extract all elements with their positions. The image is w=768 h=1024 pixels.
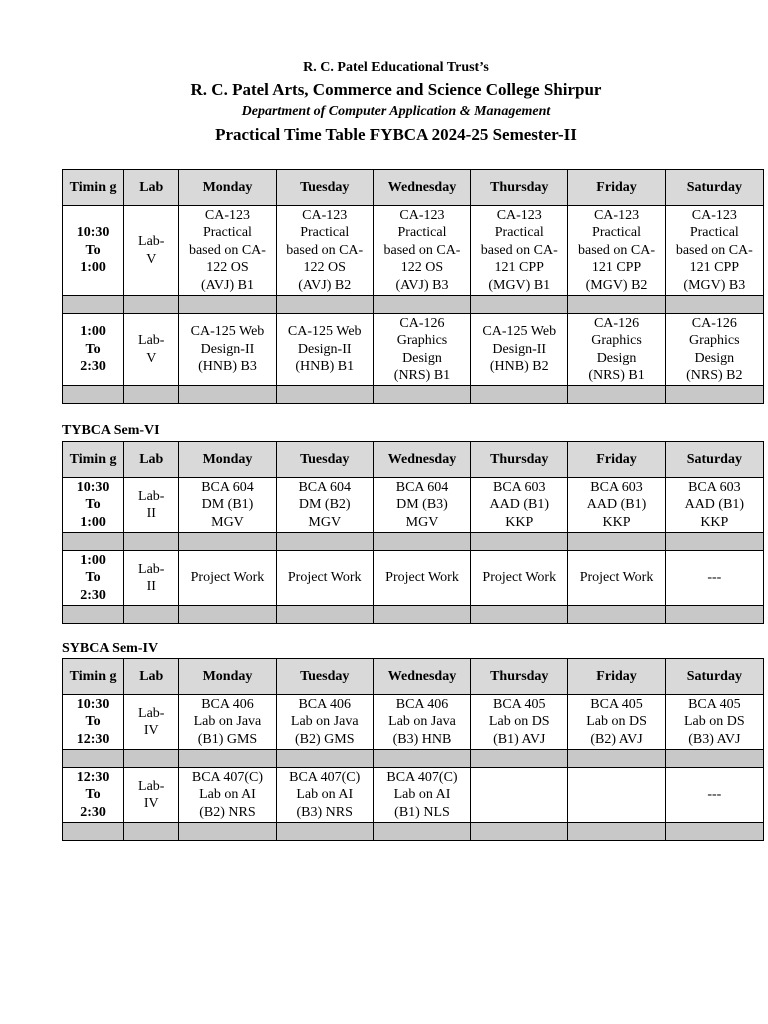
separator-cell xyxy=(124,386,179,404)
separator-cell xyxy=(471,533,568,551)
slot-line: Lab on DS xyxy=(488,714,550,730)
slot-line: (MGV) B3 xyxy=(683,277,746,293)
thursday-slot xyxy=(471,314,568,386)
separator-cell xyxy=(373,386,470,404)
slot-line: BCA 603 xyxy=(493,479,546,495)
wednesday-slot xyxy=(373,478,470,533)
slot-line: CA-123 xyxy=(593,207,640,223)
column-header: Thursday xyxy=(471,170,568,206)
slot-line: Practical xyxy=(592,225,642,241)
slot-line: (HNB) B2 xyxy=(489,359,549,375)
wednesday-slot xyxy=(373,695,470,750)
separator-cell xyxy=(124,823,179,841)
slot-line: 122 OS xyxy=(400,260,444,276)
slot-line: 121 CPP xyxy=(689,260,740,276)
separator-cell xyxy=(471,750,568,768)
slot-line: Project Work xyxy=(385,570,459,586)
slot-line: MGV xyxy=(211,514,244,530)
lab-line: II xyxy=(146,579,156,594)
monday-slot xyxy=(179,551,276,606)
thursday-slot xyxy=(471,695,568,750)
separator-cell xyxy=(124,296,179,314)
lab-line: Lab- xyxy=(138,333,165,348)
fybca-timetable xyxy=(62,169,764,404)
lab-line: IV xyxy=(143,723,159,738)
separator-cell xyxy=(568,296,665,314)
sybca-timetable xyxy=(62,658,764,841)
slot-line: AAD (B1) xyxy=(586,497,647,513)
separator-cell xyxy=(665,606,763,624)
header-row xyxy=(63,170,764,206)
column-header: Timin g xyxy=(63,442,124,478)
header-row xyxy=(63,442,764,478)
slot-line: (B1) NLS xyxy=(394,804,450,820)
slot-line: Project Work xyxy=(482,570,557,586)
slot-line: Graphics xyxy=(396,333,448,348)
slot-line: Lab on AI xyxy=(296,787,354,803)
slot-line: Graphics xyxy=(689,333,740,348)
slot-line: BCA 405 xyxy=(590,696,643,712)
slot-line: Design xyxy=(596,350,637,366)
monday-slot xyxy=(179,695,276,750)
timing-line: 1:00 xyxy=(80,552,106,568)
column-header: Lab xyxy=(124,659,179,695)
separator-row xyxy=(63,533,764,551)
separator-cell xyxy=(63,823,124,841)
wednesday-slot xyxy=(373,206,470,296)
separator-row xyxy=(63,750,764,768)
table-row xyxy=(63,206,764,296)
table-row xyxy=(63,695,764,750)
slot-line: BCA 407(C) xyxy=(386,769,458,785)
thursday-slot xyxy=(471,206,568,296)
slot-line: MGV xyxy=(405,514,439,530)
friday-slot xyxy=(568,551,665,606)
timing-line: To xyxy=(85,714,101,730)
separator-cell xyxy=(179,386,276,404)
lab-cell xyxy=(124,206,179,296)
timing-cell xyxy=(63,695,124,750)
slot-line: DM (B2) xyxy=(298,497,351,513)
timing-line: 1:00 xyxy=(80,260,106,276)
timing-line: To xyxy=(85,341,101,357)
slot-line: BCA 407(C) xyxy=(289,769,361,785)
separator-cell xyxy=(471,296,568,314)
separator-cell xyxy=(276,386,373,404)
slot-line: AAD (B1) xyxy=(684,497,745,513)
column-header: Lab xyxy=(124,170,179,206)
column-header: Friday xyxy=(568,442,665,478)
slot-line: Practical xyxy=(397,225,447,241)
sybca-section-label: SYBCA Sem-IV xyxy=(62,641,159,656)
slot-line: CA-125 Web xyxy=(287,324,362,340)
separator-cell xyxy=(568,750,665,768)
slot-line: (B2) NRS xyxy=(199,804,256,820)
separator-cell xyxy=(63,296,124,314)
slot-line: based on CA- xyxy=(480,242,558,258)
column-header: Friday xyxy=(568,659,665,695)
slot-line: (NRS) B1 xyxy=(588,368,645,383)
column-header: Lab xyxy=(124,442,179,478)
slot-line: (B1) AVJ xyxy=(493,731,546,747)
column-header: Friday xyxy=(568,170,665,206)
separator-cell xyxy=(373,750,470,768)
slot-line: BCA 603 xyxy=(688,479,741,495)
slot-line: Project Work xyxy=(287,570,362,586)
slot-line: Lab on Java xyxy=(193,714,262,730)
separator-cell xyxy=(179,533,276,551)
slot-line: (B2) AVJ xyxy=(590,731,643,747)
separator-cell xyxy=(276,823,373,841)
slot-line: 122 OS xyxy=(206,260,249,276)
slot-line: Project Work xyxy=(579,570,654,586)
slot-line: (B1) GMS xyxy=(197,731,258,747)
separator-cell xyxy=(124,750,179,768)
slot-line: (NRS) B2 xyxy=(686,368,743,383)
slot-line: Design xyxy=(402,350,442,366)
separator-cell xyxy=(63,386,124,404)
wednesday-slot xyxy=(373,314,470,386)
slot-line: (B3) AVJ xyxy=(688,731,741,747)
separator-row xyxy=(63,823,764,841)
slot-line: CA-123 xyxy=(691,207,737,223)
slot-line: Design xyxy=(694,350,735,366)
separator-cell xyxy=(276,533,373,551)
tuesday-slot xyxy=(276,478,373,533)
slot-line: (B3) NRS xyxy=(296,804,353,820)
slot-line: Practical xyxy=(689,225,739,241)
separator-cell xyxy=(568,533,665,551)
separator-cell xyxy=(124,606,179,624)
separator-cell xyxy=(665,386,763,404)
separator-cell xyxy=(373,296,470,314)
separator-cell xyxy=(568,606,665,624)
timing-cell xyxy=(63,314,124,386)
slot-line: CA-123 xyxy=(302,207,348,223)
column-header: Saturday xyxy=(665,442,763,478)
separator-cell xyxy=(568,386,665,404)
separator-cell xyxy=(63,750,124,768)
separator-cell xyxy=(665,296,763,314)
tybca-timetable xyxy=(62,441,764,624)
thursday-slot xyxy=(471,551,568,606)
slot-line: (HNB) B1 xyxy=(295,359,355,375)
separator-cell xyxy=(471,823,568,841)
separator-cell xyxy=(373,606,470,624)
lab-cell xyxy=(124,478,179,533)
lab-line: Lab- xyxy=(138,561,165,577)
table-row xyxy=(63,768,764,823)
slot-line: based on CA- xyxy=(675,242,753,258)
friday-slot xyxy=(568,478,665,533)
slot-line: KKP xyxy=(505,514,534,530)
slot-line: BCA 604 xyxy=(298,479,351,495)
lab-cell xyxy=(124,314,179,386)
slot-line: Design-II xyxy=(200,341,255,357)
slot-line: CA-123 xyxy=(204,207,251,223)
slot-line: (B2) GMS xyxy=(294,731,355,747)
timing-line: 1:00 xyxy=(80,324,106,340)
saturday-slot xyxy=(665,314,763,386)
column-header: Timin g xyxy=(63,659,124,695)
lab-line: II xyxy=(146,506,156,521)
friday-slot xyxy=(568,206,665,296)
slot-line: 122 OS xyxy=(303,260,346,276)
timing-line: 12:30 xyxy=(76,769,110,785)
timing-line: 2:30 xyxy=(80,359,106,375)
separator-cell xyxy=(179,750,276,768)
slot-line: CA-123 xyxy=(399,207,445,223)
timing-line: 10:30 xyxy=(76,479,110,495)
department-name: Department of Computer Application & Management xyxy=(241,104,551,119)
table-row xyxy=(63,478,764,533)
tuesday-slot xyxy=(276,695,373,750)
column-header: Wednesday xyxy=(373,442,470,478)
slot-line: BCA 406 xyxy=(298,696,351,712)
timing-line: 1:00 xyxy=(80,514,106,530)
slot-line: based on CA- xyxy=(286,242,364,258)
column-header: Monday xyxy=(179,442,276,478)
separator-cell xyxy=(124,533,179,551)
friday-slot xyxy=(568,695,665,750)
slot-line: Lab on AI xyxy=(393,787,451,803)
lab-line: IV xyxy=(143,796,159,811)
slot-line: CA-125 Web xyxy=(190,324,265,340)
slot-line: CA-126 xyxy=(691,315,737,331)
separator-cell xyxy=(373,823,470,841)
timing-cell xyxy=(63,768,124,823)
column-header: Wednesday xyxy=(373,659,470,695)
college-name: R. C. Patel Arts, Commerce and Science College Shirpur xyxy=(190,80,602,99)
slot-line: Lab on DS xyxy=(586,714,647,730)
lab-line: Lab- xyxy=(138,488,165,504)
slot-line: BCA 603 xyxy=(590,479,643,495)
timing-cell xyxy=(63,551,124,606)
slot-line: DM (B3) xyxy=(396,497,448,513)
slot-line: KKP xyxy=(700,514,729,530)
slot-line: Lab on Java xyxy=(388,714,456,730)
column-header: Monday xyxy=(179,659,276,695)
lab-cell xyxy=(124,551,179,606)
saturday-slot xyxy=(665,768,763,823)
column-header: Tuesday xyxy=(276,170,373,206)
slot-line: Graphics xyxy=(591,333,642,348)
separator-cell xyxy=(179,823,276,841)
monday-slot xyxy=(179,768,276,823)
separator-cell xyxy=(665,750,763,768)
slot-line: Lab on AI xyxy=(199,787,256,803)
timing-line: 12:30 xyxy=(76,731,110,747)
slot-line: Lab on DS xyxy=(683,714,745,730)
slot-line: MGV xyxy=(308,514,342,530)
slot-line: CA-126 xyxy=(593,315,640,331)
slot-line: CA-123 xyxy=(496,207,542,223)
column-header: Monday xyxy=(179,170,276,206)
slot-line: (B3) HNB xyxy=(392,731,452,747)
table-row xyxy=(63,314,764,386)
slot-line: (MGV) B2 xyxy=(585,277,648,293)
column-header: Saturday xyxy=(665,170,763,206)
column-header: Tuesday xyxy=(276,659,373,695)
slot-line: DM (B1) xyxy=(201,497,254,513)
thursday-slot xyxy=(471,478,568,533)
wednesday-slot xyxy=(373,768,470,823)
separator-row xyxy=(63,606,764,624)
thursday-slot xyxy=(471,768,568,823)
saturday-slot xyxy=(665,206,763,296)
separator-cell xyxy=(63,606,124,624)
slot-line: Practical xyxy=(202,225,252,241)
slot-line: CA-125 Web xyxy=(482,324,557,340)
slot-line: Design-II xyxy=(297,341,352,357)
slot-line: (AVJ) B1 xyxy=(200,277,254,293)
slot-line: (NRS) B1 xyxy=(393,368,451,383)
column-header: Thursday xyxy=(471,659,568,695)
slot-line: based on CA- xyxy=(188,242,266,258)
separator-cell xyxy=(568,823,665,841)
slot-line: AAD (B1) xyxy=(489,497,549,513)
slot-line: BCA 405 xyxy=(493,696,546,712)
separator-cell xyxy=(179,296,276,314)
lab-cell xyxy=(124,695,179,750)
slot-line: BCA 604 xyxy=(395,479,449,495)
separator-cell xyxy=(471,386,568,404)
timing-line: To xyxy=(85,787,101,803)
slot-line: 121 CPP xyxy=(494,260,544,276)
slot-line: KKP xyxy=(602,514,631,530)
slot-line: based on CA- xyxy=(578,242,656,258)
timing-line: To xyxy=(85,570,101,586)
column-header: Thursday xyxy=(471,442,568,478)
saturday-slot xyxy=(665,551,763,606)
timetable-title: Practical Time Table FYBCA 2024-25 Semester-II xyxy=(215,125,577,144)
header-row xyxy=(63,659,764,695)
separator-cell xyxy=(276,750,373,768)
separator-cell xyxy=(471,606,568,624)
tybca-section-label: TYBCA Sem-VI xyxy=(62,423,160,438)
timing-line: 10:30 xyxy=(76,225,110,241)
slot-line: Lab on Java xyxy=(290,714,359,730)
separator-cell xyxy=(63,533,124,551)
table-row xyxy=(63,551,764,606)
separator-cell xyxy=(373,533,470,551)
separator-cell xyxy=(276,606,373,624)
timing-line: To xyxy=(85,497,101,513)
lab-line: V xyxy=(146,350,157,366)
friday-slot xyxy=(568,768,665,823)
separator-cell xyxy=(665,533,763,551)
slot-line: (AVJ) B3 xyxy=(395,277,449,293)
timing-line: To xyxy=(85,242,101,258)
lab-line: V xyxy=(146,251,157,267)
slot-line: Design-II xyxy=(492,341,547,357)
slot-line: BCA 604 xyxy=(201,479,254,495)
tuesday-slot xyxy=(276,551,373,606)
saturday-slot xyxy=(665,695,763,750)
separator-cell xyxy=(665,823,763,841)
separator-row xyxy=(63,296,764,314)
column-header: Saturday xyxy=(665,659,763,695)
wednesday-slot xyxy=(373,551,470,606)
slot-line: --- xyxy=(707,787,722,803)
tuesday-slot xyxy=(276,314,373,386)
column-header: Tuesday xyxy=(276,442,373,478)
friday-slot xyxy=(568,314,665,386)
slot-line: (AVJ) B2 xyxy=(298,277,352,293)
slot-line: BCA 406 xyxy=(201,696,254,712)
separator-cell xyxy=(179,606,276,624)
separator-row xyxy=(63,386,764,404)
lab-line: Lab- xyxy=(138,705,165,721)
slot-line: Practical xyxy=(300,225,350,241)
separator-cell xyxy=(276,296,373,314)
tuesday-slot xyxy=(276,206,373,296)
slot-line: BCA 405 xyxy=(688,696,741,712)
monday-slot xyxy=(179,314,276,386)
lab-cell xyxy=(124,768,179,823)
slot-line: based on CA- xyxy=(383,242,461,258)
column-header: Wednesday xyxy=(373,170,470,206)
timing-cell xyxy=(63,206,124,296)
timing-line: 2:30 xyxy=(80,804,106,820)
slot-line: CA-126 xyxy=(399,315,445,331)
monday-slot xyxy=(179,206,276,296)
monday-slot xyxy=(179,478,276,533)
slot-line: --- xyxy=(707,570,722,586)
lab-line: Lab- xyxy=(138,778,165,794)
timing-line: 2:30 xyxy=(80,587,106,603)
slot-line: BCA 406 xyxy=(395,696,449,712)
slot-line: Practical xyxy=(494,225,544,241)
timing-cell xyxy=(63,478,124,533)
timing-line: 10:30 xyxy=(76,696,110,712)
trust-name: R. C. Patel Educational Trust’s xyxy=(303,60,489,75)
slot-line: 121 CPP xyxy=(591,260,642,276)
slot-line: BCA 407(C) xyxy=(191,769,264,785)
tuesday-slot xyxy=(276,768,373,823)
column-header: Timin g xyxy=(63,170,124,206)
lab-line: Lab- xyxy=(138,234,165,249)
slot-line: (MGV) B1 xyxy=(488,277,551,293)
slot-line: Project Work xyxy=(190,570,265,586)
saturday-slot xyxy=(665,478,763,533)
slot-line: (HNB) B3 xyxy=(198,359,257,375)
